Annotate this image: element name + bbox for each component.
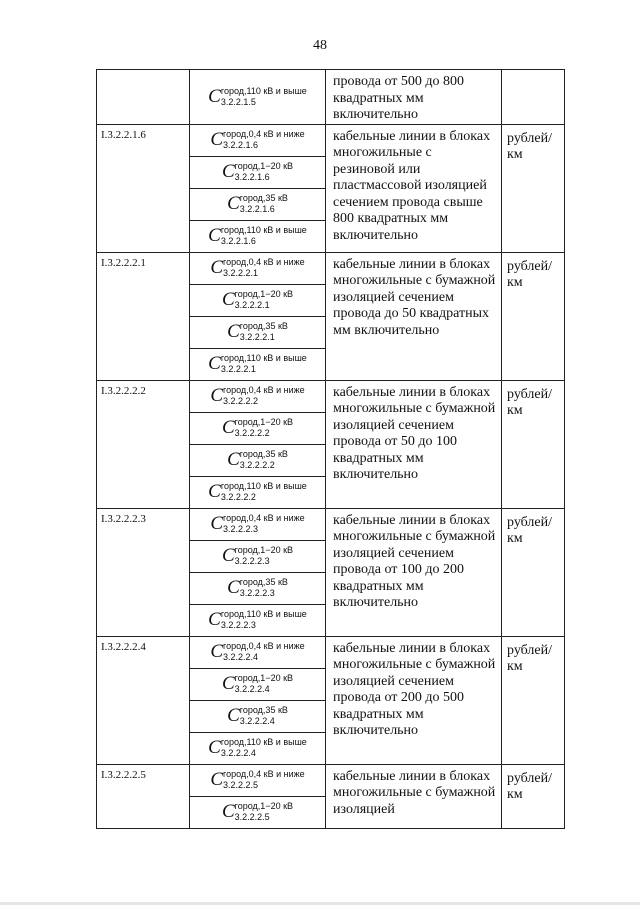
table-row (97, 764, 565, 796)
rate-symbol-subscript: 3.2.2.2.4 (223, 652, 259, 662)
rate-symbol-superscript: город,0,4 кВ и ниже (223, 129, 305, 139)
rate-symbol-cell (190, 732, 326, 764)
rate-symbol-subscript: 3.2.2.2.4 (234, 684, 270, 694)
rate-symbol-cell (190, 156, 326, 188)
rate-symbol-cell (190, 540, 326, 572)
rate-symbol-superscript: город,1−20 кВ (234, 545, 294, 555)
rate-symbol-subscript: 3.2.2.2.2 (234, 428, 270, 438)
rate-symbol-letter: C (221, 673, 235, 694)
rate-symbol-subscript: 3.2.2.1.6 (220, 236, 256, 246)
rate-symbol-superscript: город,35 кВ (239, 577, 288, 587)
row-unit: рублей/км (502, 508, 565, 636)
row-description (326, 70, 502, 125)
rate-symbol-superscript: город,110 кВ и выше (220, 609, 307, 619)
rate-symbol-cell (190, 604, 326, 636)
row-code: I.3.2.2.2.3 (97, 508, 190, 636)
rate-symbol-letter: C (208, 353, 221, 374)
rate-symbol-subscript: 3.2.2.2.2 (239, 460, 275, 470)
row-unit: рублей/км (502, 380, 565, 508)
rate-symbol (222, 674, 293, 694)
rate-symbol (222, 162, 293, 182)
rate-symbol-superscript: город,1−20 кВ (234, 289, 294, 299)
rate-symbol-subscript: 3.2.2.1.5 (220, 96, 256, 107)
rate-symbol-superscript: город,35 кВ (239, 193, 288, 203)
row-description-text: кабельные линии в блоках многожильные с бумажной изоляцией сечением провода от 100 до 200 квадратных мм включительно (333, 512, 496, 610)
row-code: I.3.2.2.1.6 (97, 124, 190, 252)
rate-symbol (210, 514, 304, 534)
rate-symbol-cell (190, 124, 326, 156)
rate-symbol-letter: C (227, 705, 240, 726)
rate-symbol-cell (190, 668, 326, 700)
rate-symbol-superscript: город,110 кВ и выше (220, 481, 307, 491)
rate-symbol (208, 610, 307, 630)
rate-symbol-cell (190, 284, 326, 316)
rate-symbol-cell (190, 572, 326, 604)
row-unit: рублей/км (502, 636, 565, 764)
rate-symbol-letter: C (227, 321, 240, 342)
rate-symbol-superscript: город,1−20 кВ (234, 417, 294, 427)
row-unit (502, 70, 565, 125)
rate-symbol (208, 354, 307, 374)
rate-symbol-cell (190, 188, 326, 220)
row-description-text: провода от 500 до 800 квадратных мм включительно (333, 74, 464, 122)
rate-symbol-subscript: 3.2.2.1.6 (223, 140, 259, 150)
rate-symbol-letter: C (210, 513, 223, 534)
row-unit: рублей/км (502, 124, 565, 252)
row-description (326, 764, 502, 828)
row-code: I.3.2.2.2.2 (97, 380, 190, 508)
rate-symbol-cell (190, 764, 326, 796)
rate-symbol-superscript: город,110 кВ и выше (220, 353, 307, 363)
rate-symbol (208, 87, 307, 107)
rate-symbol-superscript: город,110 кВ и выше (220, 85, 307, 96)
row-description-text: кабельные линии в блоках многожильные с бумажной изоляцией сечением провода от 50 до 100 квадратных мм включительно (333, 384, 496, 482)
rate-symbol-letter: C (210, 769, 223, 790)
table-row (97, 380, 565, 412)
rate-symbol-cell (190, 412, 326, 444)
rate-symbol (227, 322, 288, 342)
rate-symbol-letter: C (221, 545, 235, 566)
rate-symbol-subscript: 3.2.2.2.4 (220, 748, 256, 758)
table-row (97, 636, 565, 668)
rate-symbol-letter: C (208, 737, 221, 758)
rate-symbol-cell (190, 636, 326, 668)
rate-symbol-superscript: город,35 кВ (239, 449, 288, 459)
rate-symbol-superscript: город,0,4 кВ и ниже (223, 641, 305, 651)
rate-symbol (222, 418, 293, 438)
rate-symbol-subscript: 3.2.2.2.5 (223, 780, 259, 790)
rate-symbol (210, 642, 304, 662)
rate-symbol-subscript: 3.2.2.2.3 (223, 524, 259, 534)
row-description-text: кабельные линии в блоках многожильные с резиновой или пластмассовой изоляцией сечением провода свыше 800 квадратных мм включительно (333, 128, 491, 243)
rate-symbol (222, 290, 293, 310)
rate-symbol-superscript: город,0,4 кВ и ниже (223, 257, 305, 267)
rate-symbol-subscript: 3.2.2.2.3 (220, 620, 256, 630)
rate-symbol-subscript: 3.2.2.2.2 (220, 492, 256, 502)
rate-symbol (222, 546, 293, 566)
rate-symbol (210, 258, 304, 278)
rate-symbol-subscript: 3.2.2.2.5 (234, 812, 270, 822)
rate-symbol (227, 578, 288, 598)
rate-symbol-letter: C (210, 641, 223, 662)
rate-symbol-superscript: город,0,4 кВ и ниже (223, 385, 305, 395)
rate-symbol-subscript: 3.2.2.2.3 (239, 588, 275, 598)
rate-symbol-cell (190, 348, 326, 380)
rate-symbol (227, 194, 288, 214)
row-description-text: кабельные линии в блоках многожильные с бумажной изоляцией сечением провода до 50 квадратных мм включительно (333, 256, 496, 338)
rate-symbol (208, 482, 307, 502)
rate-symbol-superscript: город,110 кВ и выше (220, 737, 307, 747)
rate-symbol-cell (190, 316, 326, 348)
rate-symbol-cell (190, 476, 326, 508)
rate-symbol-cell (190, 252, 326, 284)
rate-symbol (208, 226, 307, 246)
row-description (326, 380, 502, 508)
tariff-table-body (97, 70, 565, 829)
rate-symbol-subscript: 3.2.2.2.3 (234, 556, 270, 566)
page-number: 48 (313, 38, 327, 53)
rate-symbol-letter: C (221, 289, 235, 310)
rate-symbol-subscript: 3.2.2.1.6 (239, 204, 275, 214)
tariff-table (96, 69, 565, 829)
row-code: I.3.2.2.2.1 (97, 252, 190, 380)
rate-symbol-letter: C (227, 193, 240, 214)
rate-symbol-letter: C (208, 85, 221, 107)
rate-symbol (222, 802, 293, 822)
rate-symbol-subscript: 3.2.2.2.2 (223, 396, 259, 406)
rate-symbol-subscript: 3.2.2.2.1 (223, 268, 259, 278)
row-code (97, 70, 190, 125)
rate-symbol-superscript: город,0,4 кВ и ниже (223, 513, 305, 523)
row-description (326, 508, 502, 636)
rate-symbol-letter: C (221, 801, 235, 822)
rate-symbol (210, 770, 304, 790)
rate-symbol-superscript: город,1−20 кВ (234, 161, 294, 171)
row-description (326, 124, 502, 252)
row-unit: рублей/км (502, 764, 565, 828)
rate-symbol-cell (190, 380, 326, 412)
rate-symbol-cell (190, 508, 326, 540)
rate-symbol-letter: C (208, 609, 221, 630)
table-row (97, 252, 565, 284)
row-description-text: кабельные линии в блоках многожильные с бумажной изоляцией сечением провода от 200 до 500 квадратных мм включительно (333, 640, 496, 738)
rate-symbol-cell (190, 70, 326, 125)
rate-symbol-letter: C (210, 257, 223, 278)
rate-symbol-letter: C (208, 225, 221, 246)
table-row (97, 70, 565, 125)
row-unit: рублей/км (502, 252, 565, 380)
rate-symbol-letter: C (221, 417, 235, 438)
table-row (97, 508, 565, 540)
rate-symbol (227, 706, 288, 726)
rate-symbol (210, 130, 304, 150)
rate-symbol-subscript: 3.2.2.1.6 (234, 172, 270, 182)
rate-symbol-letter: C (210, 129, 223, 150)
rate-symbol-superscript: город,1−20 кВ (234, 801, 294, 811)
row-code: I.3.2.2.2.4 (97, 636, 190, 764)
rate-symbol-letter: C (208, 481, 221, 502)
table-row (97, 124, 565, 156)
rate-symbol-letter: C (227, 449, 240, 470)
rate-symbol-cell (190, 796, 326, 828)
rate-symbol-superscript: город,110 кВ и выше (220, 225, 307, 235)
rate-symbol-superscript: город,1−20 кВ (234, 673, 294, 683)
rate-symbol-superscript: город,35 кВ (239, 321, 288, 331)
rate-symbol-subscript: 3.2.2.2.1 (234, 300, 270, 310)
rate-symbol-subscript: 3.2.2.2.4 (239, 716, 275, 726)
rate-symbol-superscript: город,35 кВ (239, 705, 288, 715)
rate-symbol-subscript: 3.2.2.2.1 (239, 332, 275, 342)
row-description-text: кабельные линии в блоках многожильные с бумажной изоляцией (333, 768, 496, 817)
rate-symbol (227, 450, 288, 470)
rate-symbol-subscript: 3.2.2.2.1 (220, 364, 256, 374)
rate-symbol (208, 738, 307, 758)
row-code: I.3.2.2.2.5 (97, 764, 190, 828)
row-description (326, 252, 502, 380)
rate-symbol-superscript: город,0,4 кВ и ниже (223, 769, 305, 779)
row-description (326, 636, 502, 764)
rate-symbol-cell (190, 444, 326, 476)
rate-symbol (210, 386, 304, 406)
rate-symbol-letter: C (227, 577, 240, 598)
rate-symbol-letter: C (210, 385, 223, 406)
rate-symbol-cell (190, 220, 326, 252)
rate-symbol-cell (190, 700, 326, 732)
rate-symbol-letter: C (221, 161, 235, 182)
